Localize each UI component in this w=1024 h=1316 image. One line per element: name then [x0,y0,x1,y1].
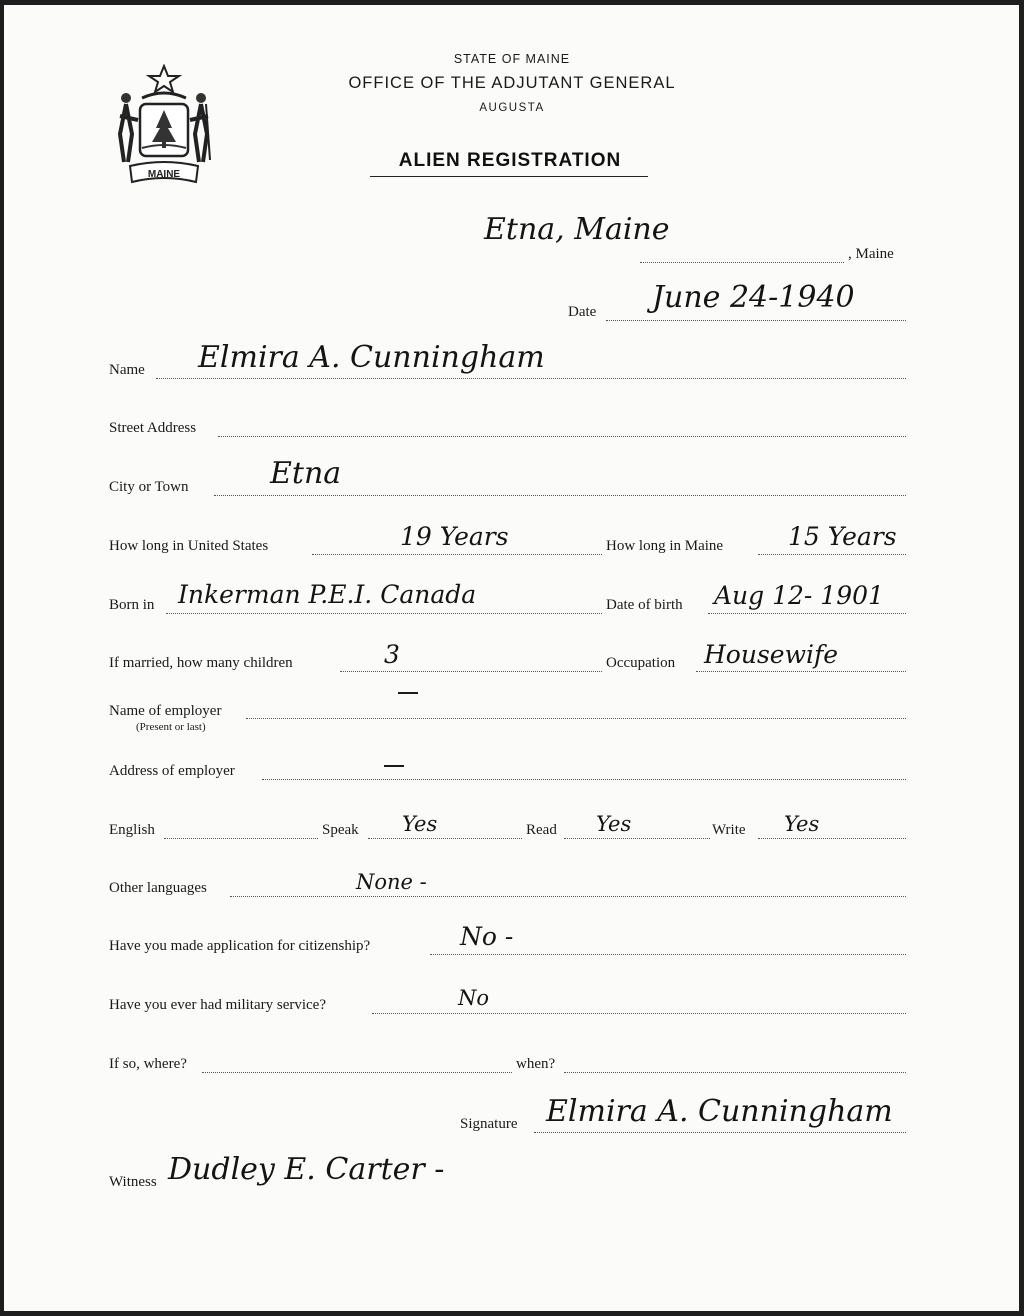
employer-sublabel: (Present or last) [136,721,206,733]
maine-stay-value: 15 Years [788,522,897,551]
military-dots [372,1013,906,1014]
citizenship-value: No - [460,922,514,951]
born-in-dots [166,613,602,614]
city-label: City or Town [109,479,189,495]
occupation-label: Occupation [606,655,676,671]
other-languages-value: None - [356,870,427,894]
city-heading: AUGUSTA [479,102,545,114]
dob-dots [708,613,906,614]
state-heading: STATE OF MAINE [453,52,571,66]
employer-dash-mark [398,692,418,694]
born-in-value: Inkerman P.E.I. Canada [178,580,477,609]
english-dots [164,838,318,839]
employer-address-dash-mark [384,765,404,767]
employer-address-label: Address of employer [109,763,235,779]
citizenship-dots [430,954,906,955]
when-dots [564,1072,906,1073]
other-languages-label: Other languages [109,880,207,896]
city-value: Etna [270,456,342,491]
where-label: If so, where? [109,1056,187,1072]
us-stay-dots [312,554,602,555]
witness-value: Dudley E. Carter - [168,1152,445,1187]
date-label: Date [568,304,597,320]
office-heading: OFFICE OF THE ADJUTANT GENERAL [348,74,676,92]
name-label: Name [109,362,145,378]
street-dots [218,436,906,437]
read-label: Read [526,822,557,838]
read-value: Yes [596,812,632,836]
dob-value: Aug 12- 1901 [714,581,884,610]
place-suffix-label: , Maine [848,246,894,262]
military-value: No [458,986,490,1010]
where-dots [202,1072,512,1073]
us-stay-value: 19 Years [400,522,509,551]
place-dots [640,262,844,263]
place-value: Etna, Maine [484,212,670,247]
military-label: Have you ever had military service? [109,997,326,1013]
us-stay-label: How long in United States [109,538,269,554]
citizenship-label: Have you made application for citizenship? [109,938,371,954]
read-dots [564,838,710,839]
children-dots [340,671,602,672]
title-underline [370,176,648,177]
other-languages-dots [230,896,906,897]
children-value: 3 [384,640,400,669]
street-label: Street Address [109,420,197,436]
write-dots [758,838,906,839]
date-dots [606,320,906,321]
speak-value: Yes [402,812,438,836]
employer-label: Name of employer [109,703,222,719]
city-dots [214,495,906,496]
date-value: June 24-1940 [652,280,855,315]
name-value: Elmira A. Cunningham [198,340,545,375]
speak-label: Speak [322,822,359,838]
write-value: Yes [784,812,820,836]
speak-dots [368,838,522,839]
born-in-label: Born in [109,597,155,613]
maine-stay-dots [758,554,906,555]
signature-dots [534,1132,906,1133]
english-label: English [109,822,155,838]
write-label: Write [712,822,746,838]
form-title: ALIEN REGISTRATION [398,150,622,171]
occupation-dots [696,671,906,672]
when-label: when? [516,1056,556,1072]
occupation-value: Housewife [704,640,839,669]
name-dots [156,378,906,379]
employer-dots [246,718,906,719]
signature-label: Signature [460,1116,518,1132]
employer-address-dots [262,779,906,780]
maine-stay-label: How long in Maine [606,538,724,554]
signature-value: Elmira A. Cunningham [546,1094,893,1129]
seal-banner-text: MAINE [147,169,181,180]
children-label: If married, how many children [109,655,293,671]
dob-label: Date of birth [606,597,683,613]
witness-label: Witness [109,1174,157,1190]
